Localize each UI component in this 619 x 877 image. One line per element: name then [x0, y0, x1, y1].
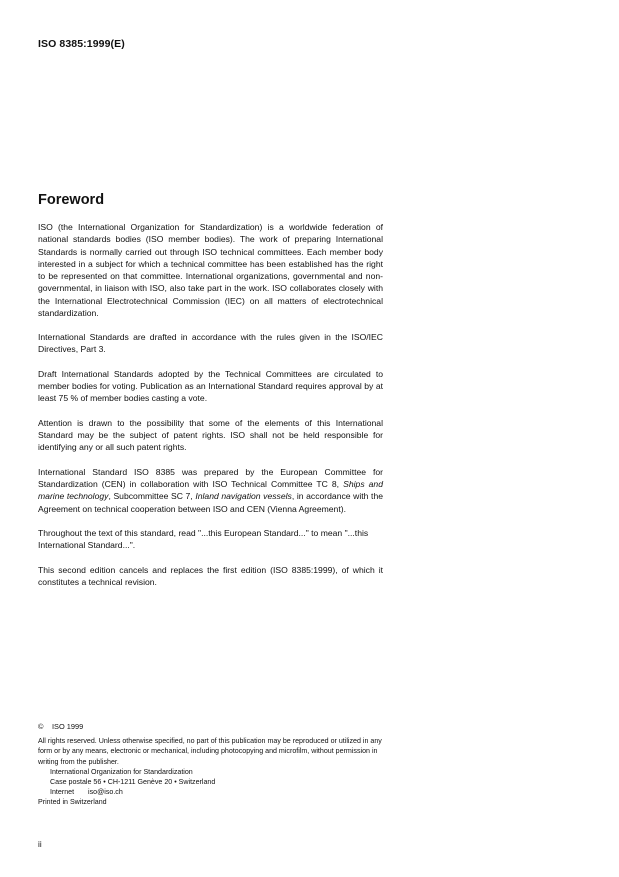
foreword-paragraph-edition: This second edition cancels and replaces the first edition (ISO 8385:1999), of which it constitutes a technical revision. — [38, 564, 383, 587]
prep-text-2: , Subcommittee SC 7, — [108, 491, 193, 502]
internet-email: iso@iso.ch — [88, 788, 123, 797]
page-number: ii — [38, 840, 42, 849]
foreword-paragraph-throughout: Throughout the text of this standard, read "...this European Standard..." to mean "...this International Standard...". — [38, 527, 369, 551]
publisher-org: International Organization for Standardization — [50, 767, 193, 776]
prep-text-3: , in accordance with the Agreement on technical cooperation between ISO and CEN (Vienna Agreement). — [38, 491, 384, 514]
copyright-notice — [38, 722, 388, 732]
prep-subcommittee-title: Inland navigation vessels — [195, 491, 292, 502]
foreword-heading: Foreword — [38, 192, 105, 208]
prep-text-1: International Standard ISO 8385 was prepared by the European Committee for Standardization (CEN) in collaboration with ISO Technical Committee TC 8, — [38, 466, 383, 489]
copyright-icon: © — [38, 722, 44, 731]
publisher-postal: Case postale 56 • CH-1211 Genève 20 • Switzerland — [50, 778, 216, 787]
publisher-internet — [50, 787, 388, 797]
copyright-block — [38, 722, 388, 808]
standard-identifier: ISO 8385:1999(E) — [38, 38, 125, 50]
internet-label: Internet — [50, 788, 75, 797]
foreword-paragraph-patents: Attention is drawn to the possibility that some of the elements of this International Standard may be the subject of patent rights. ISO shall not be held responsible for identifying any or all such patent rights. — [38, 417, 383, 453]
foreword-paragraph-directives: International Standards are drafted in accordance with the rules given in the ISO/IEC Directives, Part 3. — [38, 332, 383, 355]
foreword-paragraph-preparation — [38, 466, 383, 515]
foreword-body — [38, 221, 383, 600]
prep-committee-title: Ships and marine technology — [38, 479, 383, 502]
copyright-rights: All rights reserved. Unless otherwise specified, no part of this publication may be reproduced or utilized in any form or by any means, electronic or mechanical, including photocopying and microfilm, without permission in writing from the publisher. — [38, 737, 382, 766]
publisher-address — [50, 767, 388, 798]
printed-in: Printed in Switzerland — [38, 798, 107, 807]
copyright-year: ISO 1999 — [52, 722, 84, 731]
foreword-paragraph-iso: ISO (the International Organization for Standardization) is a worldwide federation of national standards bodies (ISO member bodies). The work of preparing International Standards is normally carried out through ISO technical committees. Each member body interested in a subject for which a technical committee has been established has the right to be represented on that committee. International organizations, governmental and non-governmental, in liaison with ISO, also take part in the work. ISO collaborates closely with the International Electrotechnical Commission (IEC) on all matters of electrotechnical standardization. — [38, 222, 383, 318]
foreword-paragraph-voting: Draft International Standards adopted by the Technical Committees are circulated to member bodies for voting. Publication as an International Standard requires approval by at least 75 % of member bodies casting a vote. — [38, 368, 383, 404]
